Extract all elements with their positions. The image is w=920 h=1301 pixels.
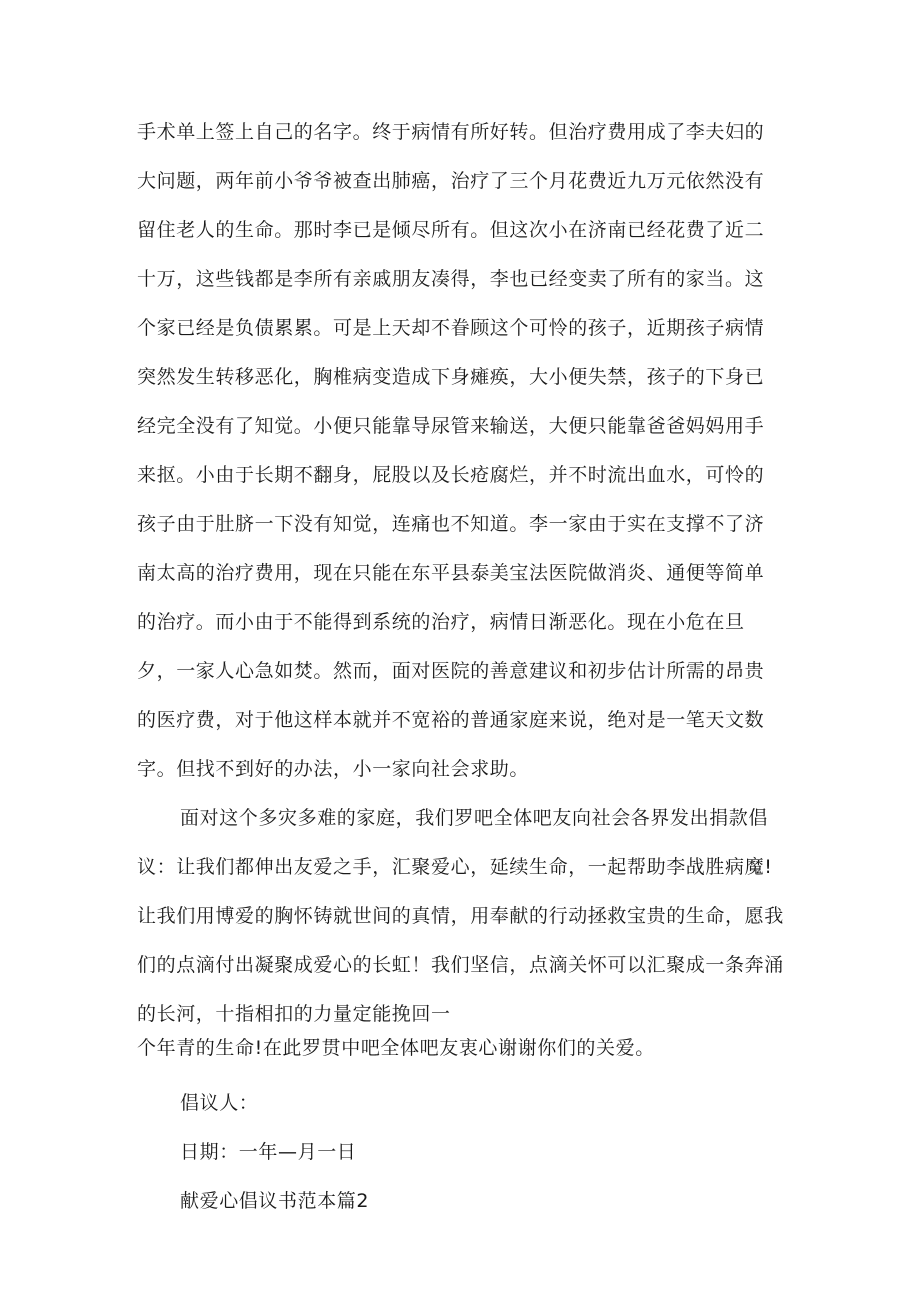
paragraph-1-line-7: 经完全没有了知觉。小便只能靠导尿管来输送，大便只能靠爸爸妈妈用手 bbox=[137, 415, 765, 437]
paragraph-1-line-2: 大问题，两年前小爷爷被查出肺癌，治疗了三个月花费近九万元依然没有 bbox=[137, 170, 765, 192]
paragraph-1-line-5: 个家已经是负债累累。可是上天却不眷顾这个可怜的孩子，近期孩子病情 bbox=[137, 317, 765, 339]
paragraph-2-line-2: 议：让我们都伸出友爱之手，汇聚爱心，延续生命，一起帮助李战胜病魔! bbox=[137, 856, 773, 878]
paragraph-2-line-1: 面对这个多灾多难的家庭，我们罗吧全体吧友向社会各界发出捐款倡 bbox=[180, 807, 769, 829]
signature-label: 倡议人： bbox=[180, 1092, 259, 1114]
next-heading: 献爱心倡议书范本篇2 bbox=[180, 1190, 370, 1212]
paragraph-1-line-6: 突然发生转移恶化，胸椎病变造成下身瘫痪，大小便失禁，孩子的下身已 bbox=[137, 366, 765, 388]
paragraph-1-line-12: 夕，一家人心急如焚。然而，面对医院的善意建议和初步估计所需的昂贵 bbox=[137, 660, 765, 682]
paragraph-1-line-9: 孩子由于肚脐一下没有知觉，连痛也不知道。李一家由于实在支撑不了济 bbox=[137, 513, 765, 535]
paragraph-1-line-4: 十万，这些钱都是李所有亲戚朋友凑得，李也已经变卖了所有的家当。这 bbox=[137, 268, 765, 290]
paragraph-1-line-10: 南太高的治疗费用，现在只能在东平县泰美宝法医院做消炎、通便等简单 bbox=[137, 562, 765, 584]
paragraph-1-line-8: 来抠。小由于长期不翻身，屁股以及长疮腐烂，并不时流出血水，可怜的 bbox=[137, 464, 765, 486]
paragraph-2-line-3: 让我们用博爱的胸怀铸就世间的真情，用奉献的行动拯救宝贵的生命，愿我 bbox=[137, 905, 784, 927]
paragraph-1-line-1: 手术单上签上自己的名字。终于病情有所好转。但治疗费用成了李夫妇的 bbox=[137, 121, 765, 143]
paragraph-2-line-5: 的长河，十指相扣的力量定能挽回一 bbox=[137, 1003, 451, 1025]
paragraph-2-line-6: 个年青的生命!在此罗贯中吧全体吧友衷心谢谢你们的关爱。 bbox=[137, 1037, 655, 1059]
paragraph-1-line-14: 字。但找不到好的办法，小一家向社会求助。 bbox=[137, 758, 530, 780]
paragraph-2-line-4: 们的点滴付出凝聚成爱心的长虹！我们坚信，点滴关怀可以汇聚成一条奔涌 bbox=[137, 954, 784, 976]
date-label: 日期：一年—月一日 bbox=[180, 1141, 357, 1163]
paragraph-1-line-3: 留住老人的生命。那时李已是倾尽所有。但这次小在济南已经花费了近二 bbox=[137, 219, 765, 241]
paragraph-1-line-11: 的治疗。而小由于不能得到系统的治疗，病情日渐恶化。现在小危在旦 bbox=[137, 611, 745, 633]
paragraph-1-line-13: 的医疗费，对于他这样本就并不宽裕的普通家庭来说，绝对是一笔天文数 bbox=[137, 709, 765, 731]
